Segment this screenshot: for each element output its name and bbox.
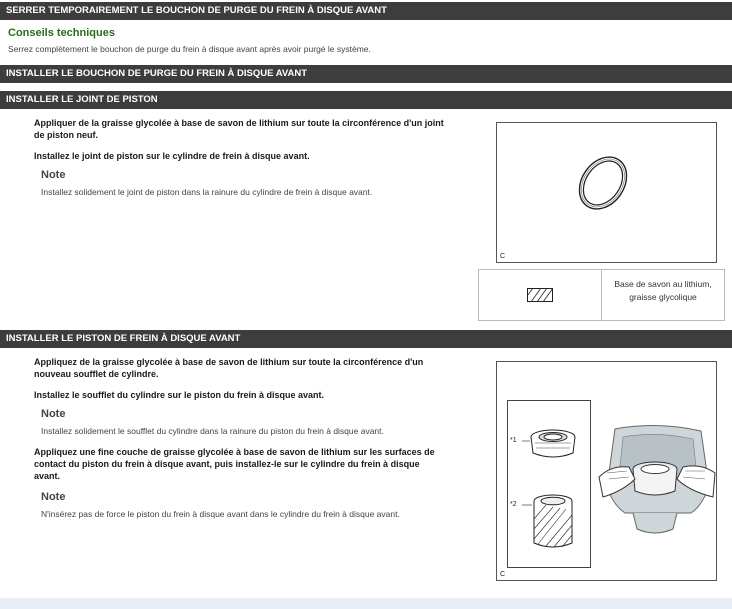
piston-step3-line3: avant. (34, 471, 61, 481)
bottom-strip (0, 598, 732, 609)
piston-seal-drawing (497, 123, 716, 262)
tech-tips-text: Serrez complètement le bouchon de purge du frein à disque avant après avoir purgé le système. (8, 44, 371, 54)
section-header-serrer: SERRER TEMPORAIREMENT LE BOUCHON DE PURGE DU FREIN À DISQUE AVANT (0, 2, 732, 20)
piston-note2-text: N'insérez pas de force le piston du frein à disque avant dans le cylindre du frein à disque avant. (41, 509, 400, 519)
piston-step1-line2: nouveau soufflet de cylindre. (34, 369, 159, 379)
section-header-joint: INSTALLER LE JOINT DE PISTON (0, 91, 732, 109)
section-header-piston: INSTALLER LE PISTON DE FREIN À DISQUE AVANT (0, 330, 732, 348)
callout-1: *1 (510, 437, 517, 444)
legend-label-line1: Base de savon au lithium, (614, 279, 712, 289)
piston-illustration (496, 361, 717, 581)
callout-2: *2 (510, 501, 517, 508)
piston-step1-line1: Appliquez de la graisse glycolée à base de savon de lithium sur toute la circonférence d'un (34, 357, 424, 367)
piston-note2-label: Note (41, 491, 66, 503)
joint-illustration (496, 122, 717, 263)
tech-tips-title: Conseils techniques (8, 27, 115, 39)
joint-note-text: Installez solidement le joint de piston dans la rainure du cylindre de frein à disque avant. (41, 187, 373, 197)
piston-detail-box (507, 400, 591, 568)
joint-step1-line1: Appliquer de la graisse glycolée à base de savon de lithium sur toute la circonférence d'un joint (34, 118, 444, 128)
section-header-bouchon: INSTALLER LE BOUCHON DE PURGE DU FREIN À DISQUE AVANT (0, 65, 732, 83)
boot-and-piston-drawing (508, 401, 590, 567)
grease-legend (478, 269, 725, 321)
piston-step3-line2: contact du piston du frein à disque avant, puis installez-le sur le cylindre du frein à disque (34, 459, 420, 469)
caliper-install-drawing (597, 417, 717, 557)
joint-figure-caption: C (500, 253, 506, 260)
legend-label-line2: graisse glycolique (629, 292, 697, 302)
piston-figure-caption: C (500, 571, 506, 578)
joint-step1-line2: de piston neuf. (34, 130, 98, 140)
joint-note-label: Note (41, 169, 66, 181)
hatch-swatch-icon (527, 288, 553, 302)
piston-step3-line1: Appliquez une fine couche de graisse glycolée à base de savon de lithium sur les surfaces de (34, 447, 435, 457)
piston-note1-text: Installez solidement le soufflet du cylindre dans la rainure du piston du frein à disque avant. (41, 426, 384, 436)
piston-note1-label: Note (41, 408, 66, 420)
piston-step2: Installez le soufflet du cylindre sur le piston du frein à disque avant. (34, 390, 325, 400)
joint-step2: Installez le joint de piston sur le cylindre de frein à disque avant. (34, 151, 310, 161)
